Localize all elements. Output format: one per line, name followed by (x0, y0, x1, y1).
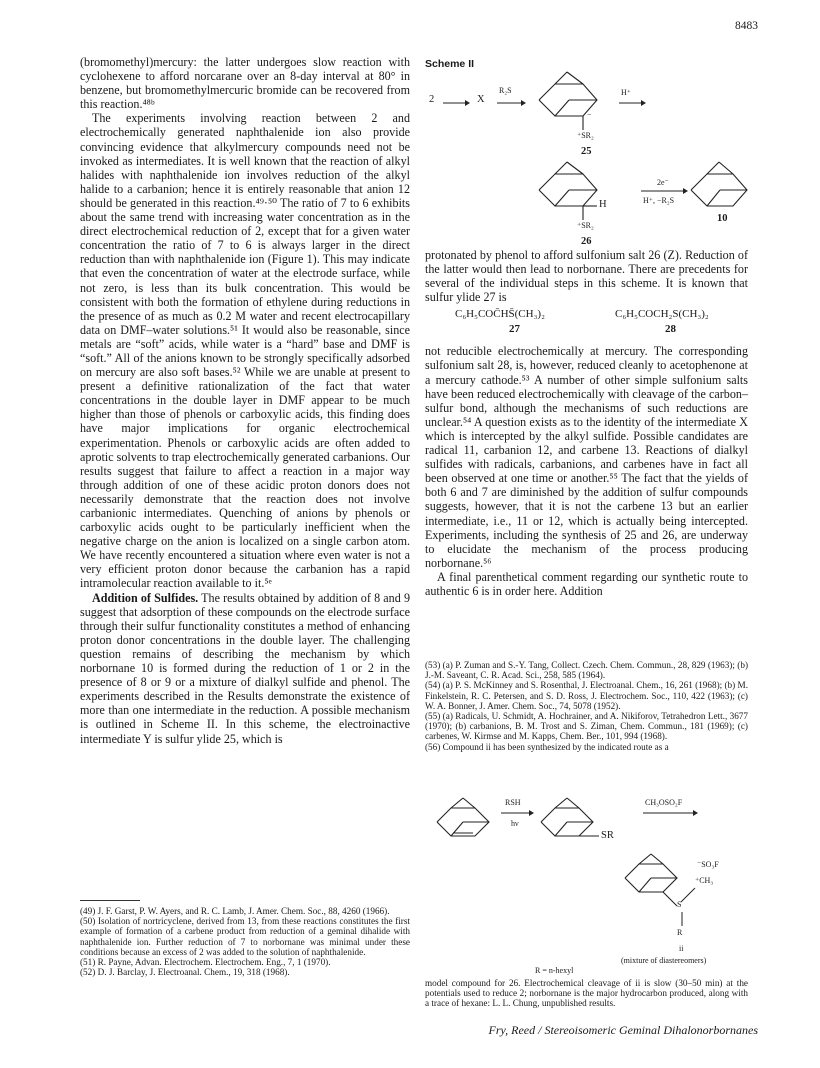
formula-27: C₆H₅COC̄HS̄(CH₃)₂ (455, 308, 545, 321)
reagent-ch3oso2f: CH₃OSO₂F (645, 798, 683, 807)
running-footer: Fry, Reed / Stereoisomeric Geminal Dihalonorbornanes (488, 1023, 758, 1037)
norbornane-26-structure (533, 160, 613, 228)
ii-label: ii (679, 944, 684, 953)
sulfonium-sr2-25: ⁺SR₂ (577, 131, 594, 140)
ylide-formulas (425, 304, 748, 344)
page-number: 8483 (735, 20, 758, 32)
label-27: 27 (509, 323, 520, 336)
sulfonium-sr2-26: ⁺SR₂ (577, 221, 594, 230)
arrow-2 (495, 98, 527, 108)
right-column (425, 248, 748, 598)
footnote-rule (80, 900, 140, 901)
arrow-rsh (499, 808, 535, 818)
footnote-55: (55) (a) Radicals, U. Schmidt, A. Hochrainer, and A. Nikiforov, Tetrahedron Lett., 3677 (1970); (b) carbanions, B. M. Trost and S. Ziman, Chem. Commun., 181 (1969); (c) carbenes, W. Kirmse and M. Kapps, Chem. Ber., 101, 994 (1968). (425, 711, 748, 742)
right-footnotes (425, 660, 748, 752)
left-column (80, 55, 410, 746)
s-label: S (677, 900, 682, 909)
arrow-ch3oso2f (641, 808, 701, 818)
s-r-bond (679, 912, 685, 928)
fluorosulfonate-label: ⁻SO₃F (697, 860, 719, 869)
norbornene-structure (433, 796, 497, 844)
sr-label: SR (601, 830, 614, 841)
norbornane-25-structure (533, 70, 603, 138)
reagent-2e: 2e⁻ (657, 178, 669, 187)
methyl-label: ⁺CH₃ (695, 876, 714, 885)
left-paragraph-3-text: The results obtained by addition of 8 and 9 suggest that adsorption of these compounds on the electrode surface through their sulfur functionality constitutes a method of enhancing proton donor concentrations in the double layer. The challenging question remains of describing the mechanism by which norbornane 10 is formed during the reduction of 1 or 2 in the presence of 8 or 9 or a mixture of dialkyl sulfide and phenol. The experiments described in the Results demonstrate the existence of more than one intermediate in the reduction. A possible mechanism is outlined in Scheme II. In this scheme, the electroinactive intermediate Y is sulfur ylide 25, which is (80, 590, 410, 746)
label-25: 25 (581, 146, 592, 157)
reagent-h-minus-r2s: H⁺, −R₂S (643, 196, 675, 205)
arrow-4 (639, 186, 689, 196)
section-heading-sulfides: Addition of Sulfides. (92, 590, 199, 605)
hydrogen-26: H (599, 199, 607, 210)
left-paragraph-2: The experiments involving reaction between 2 and electrochemically generated naphthalenide ion also provide convincing evidence that alkylmercury compounds need not be invoked as intermediates. It is well known that the reaction of alkyl halides with naphthalenide ion involves reduction of the alkyl halide to a carbanion; hence it is entirely reasonable that anion 12 should be generated in this reaction.⁴⁹·⁵⁰ The ratio of 7 to 6 exhibits about the same trend with increasing water concentration as in the direct electrochemical reduction of 2, except that for a given water concentration the ratio of 7 to 6 is always larger in the direct reduction than with naphthalenide ion (Figure 1). This may indicate that even the concentration of water at the electrode surface, while not zero, is less than its bulk concentration. This would be consistent with both the formation of ethylene during reductions in the presence of as much as 0.2 M water and recent electrocapillary data on DMF–water solutions.⁵¹ It would also be reasonable, since metals are “soft” acids, while water is a “hard” base and DMF is “soft.” All of the anions known to be strongly specifically adsorbed on mercury are also soft bases.⁵² While we are unable at present to present a definitive rationalization of the fact that water concentrations in the double layer in DMF appear to be much higher than those of phenols or carboxylic acids, this finding does have major implications for organic electrochemical experimentation. Phenols or carboxylic acids are often added to aprotic solvents to trap electrochemically generated carbanions. Our results suggest that failure to affect a reaction in a major way through addition of one of these acidic proton donors does not necessarily demonstrate that the reaction does not involve carbanionic intermediates. Quenching of anions by phenols or carboxylic acids ought to be particularly inefficient when the negative charge on the anion is localized on a single carbon atom. We have recently encountered a situation where even water is not a very efficient proton donor because the carbanion has a rapid intramolecular reaction available to it.⁵ᵉ (80, 111, 410, 591)
norbornane-10-structure (687, 160, 757, 216)
footnote-54: (54) (a) P. S. McKinney and S. Rosenthal, J. Electroanal. Chem., 16, 261 (1968); (b) M. Finkelstein, R. C. Petersen, and S. D. Ross, J. Electrochem. Soc., 110, 422 (1963); (c) W. A. Bonner, J. Amer. Chem. Soc., 74, 5078 (1952). (425, 680, 748, 711)
footnote-56-scheme (425, 788, 748, 975)
reagent-rsh: RSH (505, 798, 521, 807)
footnote-52: (52) D. J. Barclay, J. Electroanal. Chem., 19, 318 (1968). (80, 967, 290, 978)
scheme-title: Scheme II (425, 58, 475, 70)
left-paragraph-1: (bromomethyl)mercury: the latter undergoes slow reaction with cyclohexene to afford norcarane over an 8-day interval at 80° in benzene, but bromomethylmercuric bromide can be recovered from this reaction.⁴⁸ᵇ (80, 55, 410, 112)
arrow-1 (441, 98, 471, 108)
formula-28: C₆H₅COCH₂S(CH₃)₂ (615, 308, 709, 321)
scheme-reactant-2: 2 (429, 94, 435, 105)
carbanion-minus: − (587, 110, 592, 119)
footnote-56-end (425, 978, 748, 1009)
reagent-r2s: R₂S (499, 86, 512, 95)
footnote-50: (50) Isolation of nortricyclene, derived from 13, from these reactions constitutes the first example of formation of a carbene product from reduction of a geminal dihalide with naphthalenide ion. Further reduction of 7 to norbornane was minimal under these conditions because an excess of 2 was added to the solution of naphthalenide. (80, 916, 410, 957)
footnote-49: (49) J. F. Garst, P. W. Ayers, and R. C. Lamb, J. Amer. Chem. Soc., 88, 4260 (1966). (80, 906, 390, 916)
label-26: 26 (581, 236, 592, 247)
scheme-intermediate-x: X (477, 94, 485, 105)
reagent-h-plus: H⁺ (621, 88, 631, 97)
footnote-53: (53) (a) P. Zuman and S.-Y. Tang, Collect. Czech. Chem. Commun., 28, 829 (1963); (b) J.-M. Saveant, C. R. Acad. Sci., 258, 585 (1964). (425, 660, 748, 681)
r-definition: R = n-hexyl (535, 966, 574, 975)
footnote-56-continued: model compound for 26. Electrochemical cleavage of ii is slow (30–50 min) at the potentials used to reduce 2; norbornane is the major hydrocarbon produced, along with a trace of hexane: L. L. Chung, unpublished results. (425, 978, 748, 1009)
reagent-hv: hν (511, 819, 519, 828)
right-paragraph-1: protonated by phenol to afford sulfonium salt 26 (Z). Reduction of the latter would then lead to norbornane. There are precedents for several of the individual steps in this scheme. It is known that sulfur ylide 27 is (425, 248, 748, 305)
scheme-ii (425, 58, 748, 248)
mixture-diastereomers: (mixture of diastereomers) (621, 956, 707, 965)
footnote-56: (56) Compound ii has been synthesized by the indicated route as a (425, 741, 669, 752)
label-28: 28 (665, 323, 676, 336)
left-footnotes (80, 906, 410, 977)
left-paragraph-3 (80, 591, 410, 746)
arrow-3 (617, 98, 647, 108)
label-10: 10 (717, 213, 728, 224)
right-paragraph-2: not reducible electrochemically at mercury. The corresponding sulfonium salt 28, is, however, reduced cleanly to acetophenone at a mercury cathode.⁵³ A number of other simple sulfonium salts have been reduced electrochemically with cleavage of the carbon–sulfur bond, although the mechanisms of such reductions are unclear.⁵⁴ A question exists as to the identity of the intermediate X which is intercepted by the alkyl sulfide. Possible candidates are radical 11, carbanion 12, and carbene 13. Reactions of dialkyl sulfides with radicals, carbanions, and carbenes have in fact all been observed at one time or another.⁵⁵ The fact that the yields of both 6 and 7 are diminished by the addition of sulfur compounds suggests, however, that it is not the carbene 13 but an earlier intermediate, i.e., 11 or 12, which is actually being intercepted. Experiments, including the synthesis of 25 and 26, are underway to elucidate the mechanism of the process producing norbornane.⁵⁶ (425, 344, 748, 570)
r-label: R (677, 928, 683, 937)
footnote-51: (51) R. Payne, Advan. Electrochem. Electrochem. Eng., 7, 1 (1970). (80, 957, 331, 968)
right-paragraph-3: A final parenthetical comment regarding our synthetic route to authentic 6 is in order here. Addition (425, 569, 748, 598)
